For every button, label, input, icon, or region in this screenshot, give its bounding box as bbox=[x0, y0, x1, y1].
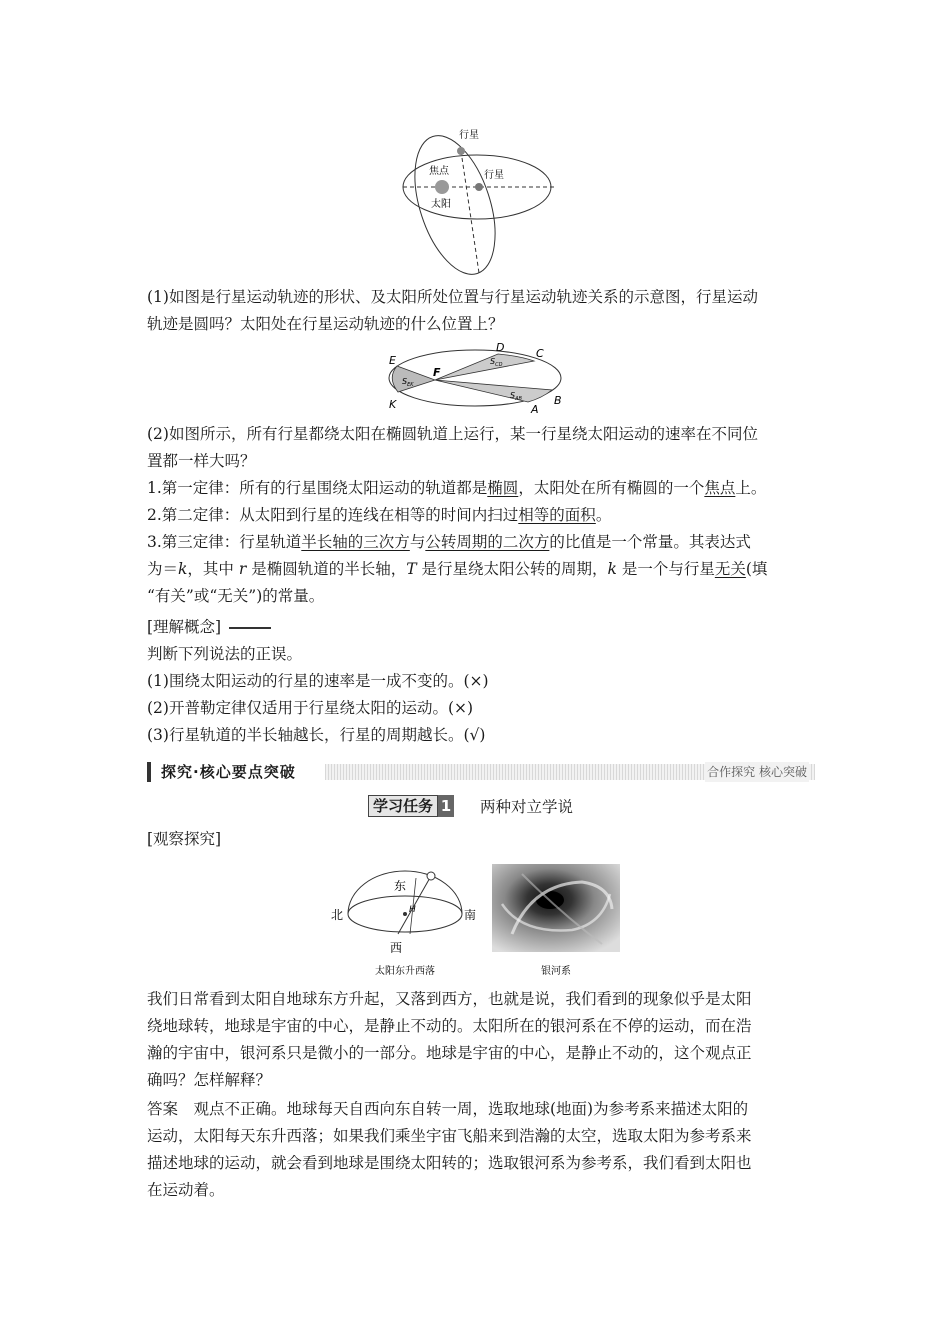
question-2-line-1: (2)如图所示，所有行星都绕太阳在椭圆轨道上运行，某一行星绕太阳运动的速率在不同位 bbox=[147, 425, 758, 443]
question-1-line-1: (1)如图是行星运动轨迹的形状、及太阳所处位置与行星运动轨迹关系的示意图，行星运动 bbox=[147, 288, 758, 306]
section-banner bbox=[147, 762, 815, 782]
label-east: 东 bbox=[394, 879, 407, 893]
observer-dot bbox=[403, 912, 407, 916]
law-2-answer: 相等的面积 bbox=[518, 506, 596, 524]
area-cd bbox=[435, 354, 534, 380]
label-A: A bbox=[531, 403, 539, 414]
answer-line-4: 在运动着。 bbox=[147, 1181, 225, 1199]
sunrise-sunset-diagram bbox=[326, 864, 484, 980]
label-B: B bbox=[554, 394, 562, 407]
law-2-text: 2.第二定律：从太阳到行星的连线在相等的时间内扫过 bbox=[147, 506, 519, 524]
concept-item-3: (3)行星轨道的半长轴越长，行星的周期越长。(√) bbox=[147, 726, 486, 744]
var-k: k bbox=[178, 560, 188, 578]
law-1-text-mid: ，太阳处在所有椭圆的一个 bbox=[518, 479, 705, 497]
law-3-answer-semi-major: 半长轴的三次方 bbox=[301, 533, 410, 551]
galaxy-image bbox=[492, 864, 620, 980]
label-s-ek: $S_{EK}$ bbox=[402, 377, 414, 388]
question-2-line-2: 置都一样大吗？ bbox=[147, 452, 256, 470]
area-ek bbox=[392, 366, 435, 392]
concept-header-rule bbox=[229, 627, 271, 629]
caption-galaxy: 银河系 bbox=[541, 966, 571, 977]
label-s-cd: $S_{CD}$ bbox=[490, 357, 503, 368]
paragraph-line-2: 绕地球转，地球是宇宙的中心，是静止不动的。太阳所在的银河系在不停的运动，而在浩 bbox=[147, 1017, 752, 1035]
law-2-text-end: 。 bbox=[595, 506, 612, 524]
task-heading bbox=[368, 795, 573, 817]
label-planet-right: 行星 bbox=[484, 170, 504, 181]
law-3-answer-period: 公转周期的二次方 bbox=[425, 533, 550, 551]
text-seg: 是行星绕太阳公转的周期， bbox=[416, 560, 608, 578]
law-1-answer-focus: 焦点 bbox=[704, 479, 736, 497]
text-seg: 是一个与行星 bbox=[616, 560, 715, 578]
law-3-answer-unrelated: 无关 bbox=[714, 560, 746, 578]
task-label: 学习任务 bbox=[368, 795, 438, 817]
concept-intro: 判断下列说法的正误。 bbox=[147, 645, 303, 663]
concept-item-1: (1)围绕太阳运动的行星的速率是一成不变的。(×) bbox=[147, 672, 489, 690]
label-west: 西 bbox=[390, 941, 403, 955]
observe-header: [观察探究] bbox=[147, 830, 222, 848]
caption-sunrise: 太阳东升西落 bbox=[375, 966, 435, 977]
area-ab bbox=[435, 380, 552, 402]
law-3-text-end: 的比值是一个常量。其表达式 bbox=[549, 533, 751, 551]
task-title: 两种对立学说 bbox=[480, 798, 574, 816]
orbit-diagram bbox=[395, 125, 565, 280]
var-T: T bbox=[406, 560, 417, 578]
label-E: E bbox=[389, 354, 396, 367]
text-seg: (填 bbox=[745, 560, 768, 578]
task-number: 1 bbox=[438, 795, 454, 817]
label-D: D bbox=[496, 342, 505, 354]
law-1-text-end: 上。 bbox=[735, 479, 767, 497]
law-1-answer-ellipse: 椭圆 bbox=[487, 479, 519, 497]
label-h: H bbox=[409, 905, 416, 915]
tilted-orbit bbox=[399, 126, 510, 280]
banner-title: 探究·核心要点突破 bbox=[147, 762, 302, 782]
answer-line-1: 答案 观点不正确。地球每天自西向东自转一周，选取地球(地面)为参考系来描述太阳的 bbox=[147, 1100, 749, 1118]
sun-circle bbox=[435, 180, 449, 194]
concept-item-2: (2)开普勒定律仅适用于行星绕太阳的运动。(×) bbox=[147, 699, 474, 717]
law-1 bbox=[147, 477, 766, 499]
law-3-text-mid: 与 bbox=[409, 533, 426, 551]
label-planet-top: 行星 bbox=[459, 130, 479, 141]
var-k: k bbox=[607, 560, 617, 578]
law-3-line-2 bbox=[147, 558, 767, 580]
law-3-line-1 bbox=[147, 531, 751, 553]
text-seg: ，其中 bbox=[187, 560, 239, 578]
text-seg: 为＝ bbox=[147, 560, 179, 578]
concept-header-text: [理解概念] bbox=[147, 618, 222, 636]
law-3-text: 3.第三定律：行星轨道 bbox=[147, 533, 302, 551]
label-K: K bbox=[389, 398, 397, 411]
tilted-axis-dashed bbox=[461, 151, 479, 273]
label-s-ab: $S_{AB}$ bbox=[510, 391, 522, 402]
answer-line-3: 描述地球的运动，就会看到地球是围绕太阳转的；选取银河系为参考系，我们看到太阳也 bbox=[147, 1154, 752, 1172]
planet-top bbox=[457, 147, 465, 155]
label-sun: 太阳 bbox=[431, 199, 451, 210]
banner-subtitle: 合作探究 核心突破 bbox=[705, 762, 809, 782]
label-focus: 焦点 bbox=[429, 166, 449, 177]
law-2 bbox=[147, 504, 611, 526]
law-3-line-3: “有关”或“无关”)的常量。 bbox=[147, 587, 325, 605]
concept-header bbox=[147, 616, 271, 638]
text-seg: 是椭圆轨道的半长轴， bbox=[246, 560, 407, 578]
label-south: 南 bbox=[464, 908, 477, 922]
kepler-second-law-diagram bbox=[380, 342, 570, 414]
label-north: 北 bbox=[331, 908, 344, 922]
label-F: F bbox=[433, 366, 441, 379]
paragraph-line-1: 我们日常看到太阳自地球东方升起，又落到西方，也就是说，我们看到的现象似乎是太阳 bbox=[147, 990, 752, 1008]
paragraph-line-3: 瀚的宇宙中，银河系只是微小的一部分。地球是宇宙的中心，是静止不动的，这个观点正 bbox=[147, 1044, 752, 1062]
label-C: C bbox=[536, 347, 544, 360]
paragraph-line-4: 确吗？怎样解释？ bbox=[147, 1071, 272, 1089]
question-1-line-2: 轨迹是圆吗？太阳处在行星运动轨迹的什么位置上？ bbox=[147, 315, 504, 333]
answer-line-2: 运动，太阳每天东升西落；如果我们乘坐宇宙飞船来到浩瀚的太空，选取太阳为参考系来 bbox=[147, 1127, 752, 1145]
law-1-text: 1.第一定律：所有的行星围绕太阳运动的轨道都是 bbox=[147, 479, 488, 497]
var-r: r bbox=[238, 560, 247, 578]
sun-icon bbox=[427, 872, 435, 880]
planet-right bbox=[475, 183, 483, 191]
